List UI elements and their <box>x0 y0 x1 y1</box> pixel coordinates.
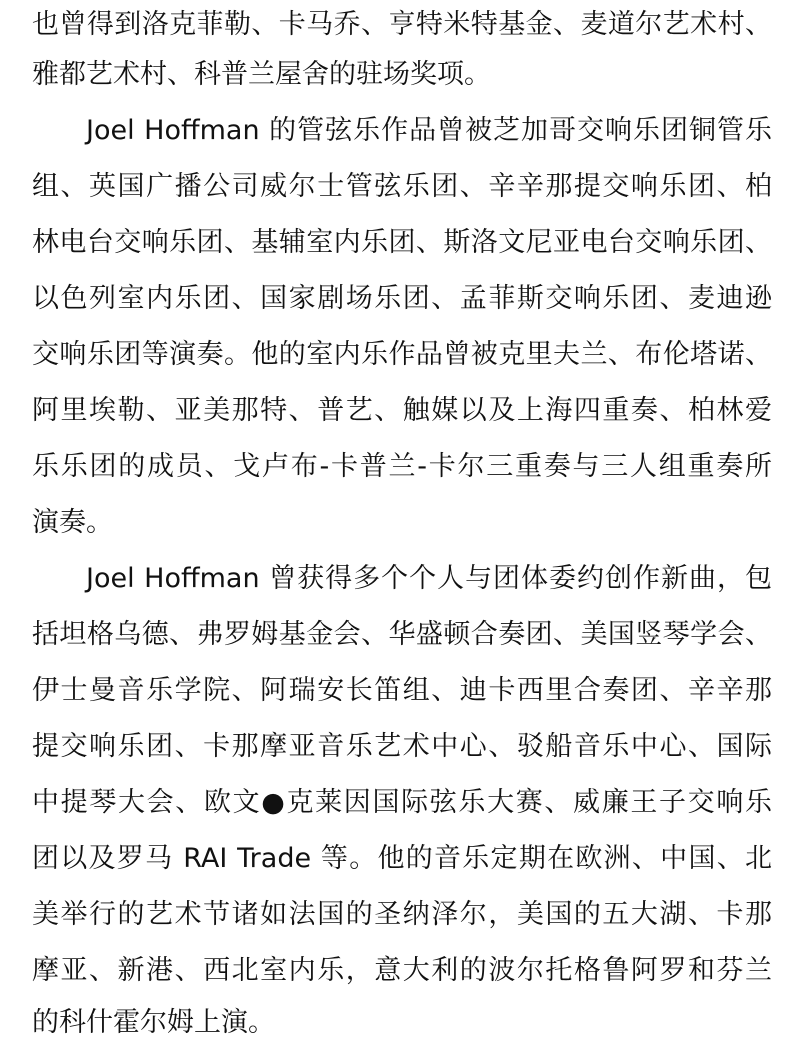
text-line: 中提琴大会、欧文●克莱因国际弦乐大赛、威廉王子交响乐 <box>32 787 772 818</box>
text-line: 乐乐团的成员、戈卢布-卡普兰-卡尔三重奏与三人组重奏所 <box>32 451 772 482</box>
text-line: 提交响乐团、卡那摩亚音乐艺术中心、驳船音乐中心、国际 <box>32 731 772 762</box>
text-line: 的科什霍尔姆上演。 <box>32 1007 275 1038</box>
text-line: 组、英国广播公司威尔士管弦乐团、辛辛那提交响乐团、柏 <box>32 171 772 202</box>
text-line: 交响乐团等演奏。他的室内乐作品曾被克里夫兰、布伦塔诺、 <box>32 339 772 370</box>
text-line: 团以及罗马 RAI Trade 等。他的音乐定期在欧洲、中国、北 <box>32 843 772 874</box>
text-line: 美举行的艺术节诸如法国的圣纳泽尔，美国的五大湖、卡那 <box>32 899 772 930</box>
text-line: Joel Hoffman 曾获得多个个人与团体委约创作新曲，包 <box>86 563 772 594</box>
text-line: 以色列室内乐团、国家剧场乐团、孟菲斯交响乐团、麦迪逊 <box>32 283 772 314</box>
text-line: 摩亚、新港、西北室内乐，意大利的波尔托格鲁阿罗和芬兰 <box>32 955 772 986</box>
text-line: 也曾得到洛克菲勒、卡马乔、亨特米特基金、麦道尔艺术村、 <box>32 9 772 40</box>
text-line: 伊士曼音乐学院、阿瑞安长笛组、迪卡西里合奏团、辛辛那 <box>32 675 772 706</box>
text-line: 演奏。 <box>32 507 113 538</box>
text-line: 括坦格乌德、弗罗姆基金会、华盛顿合奏团、美国竖琴学会、 <box>32 619 772 650</box>
text-line: 雅都艺术村、科普兰屋舍的驻场奖项。 <box>32 59 491 90</box>
text-line: Joel Hoffman 的管弦乐作品曾被芝加哥交响乐团铜管乐 <box>86 115 772 146</box>
text-line: 阿里埃勒、亚美那特、普艺、触媒以及上海四重奏、柏林爱 <box>32 395 772 426</box>
text-line: 林电台交响乐团、基辅室内乐团、斯洛文尼亚电台交响乐团、 <box>32 227 772 258</box>
